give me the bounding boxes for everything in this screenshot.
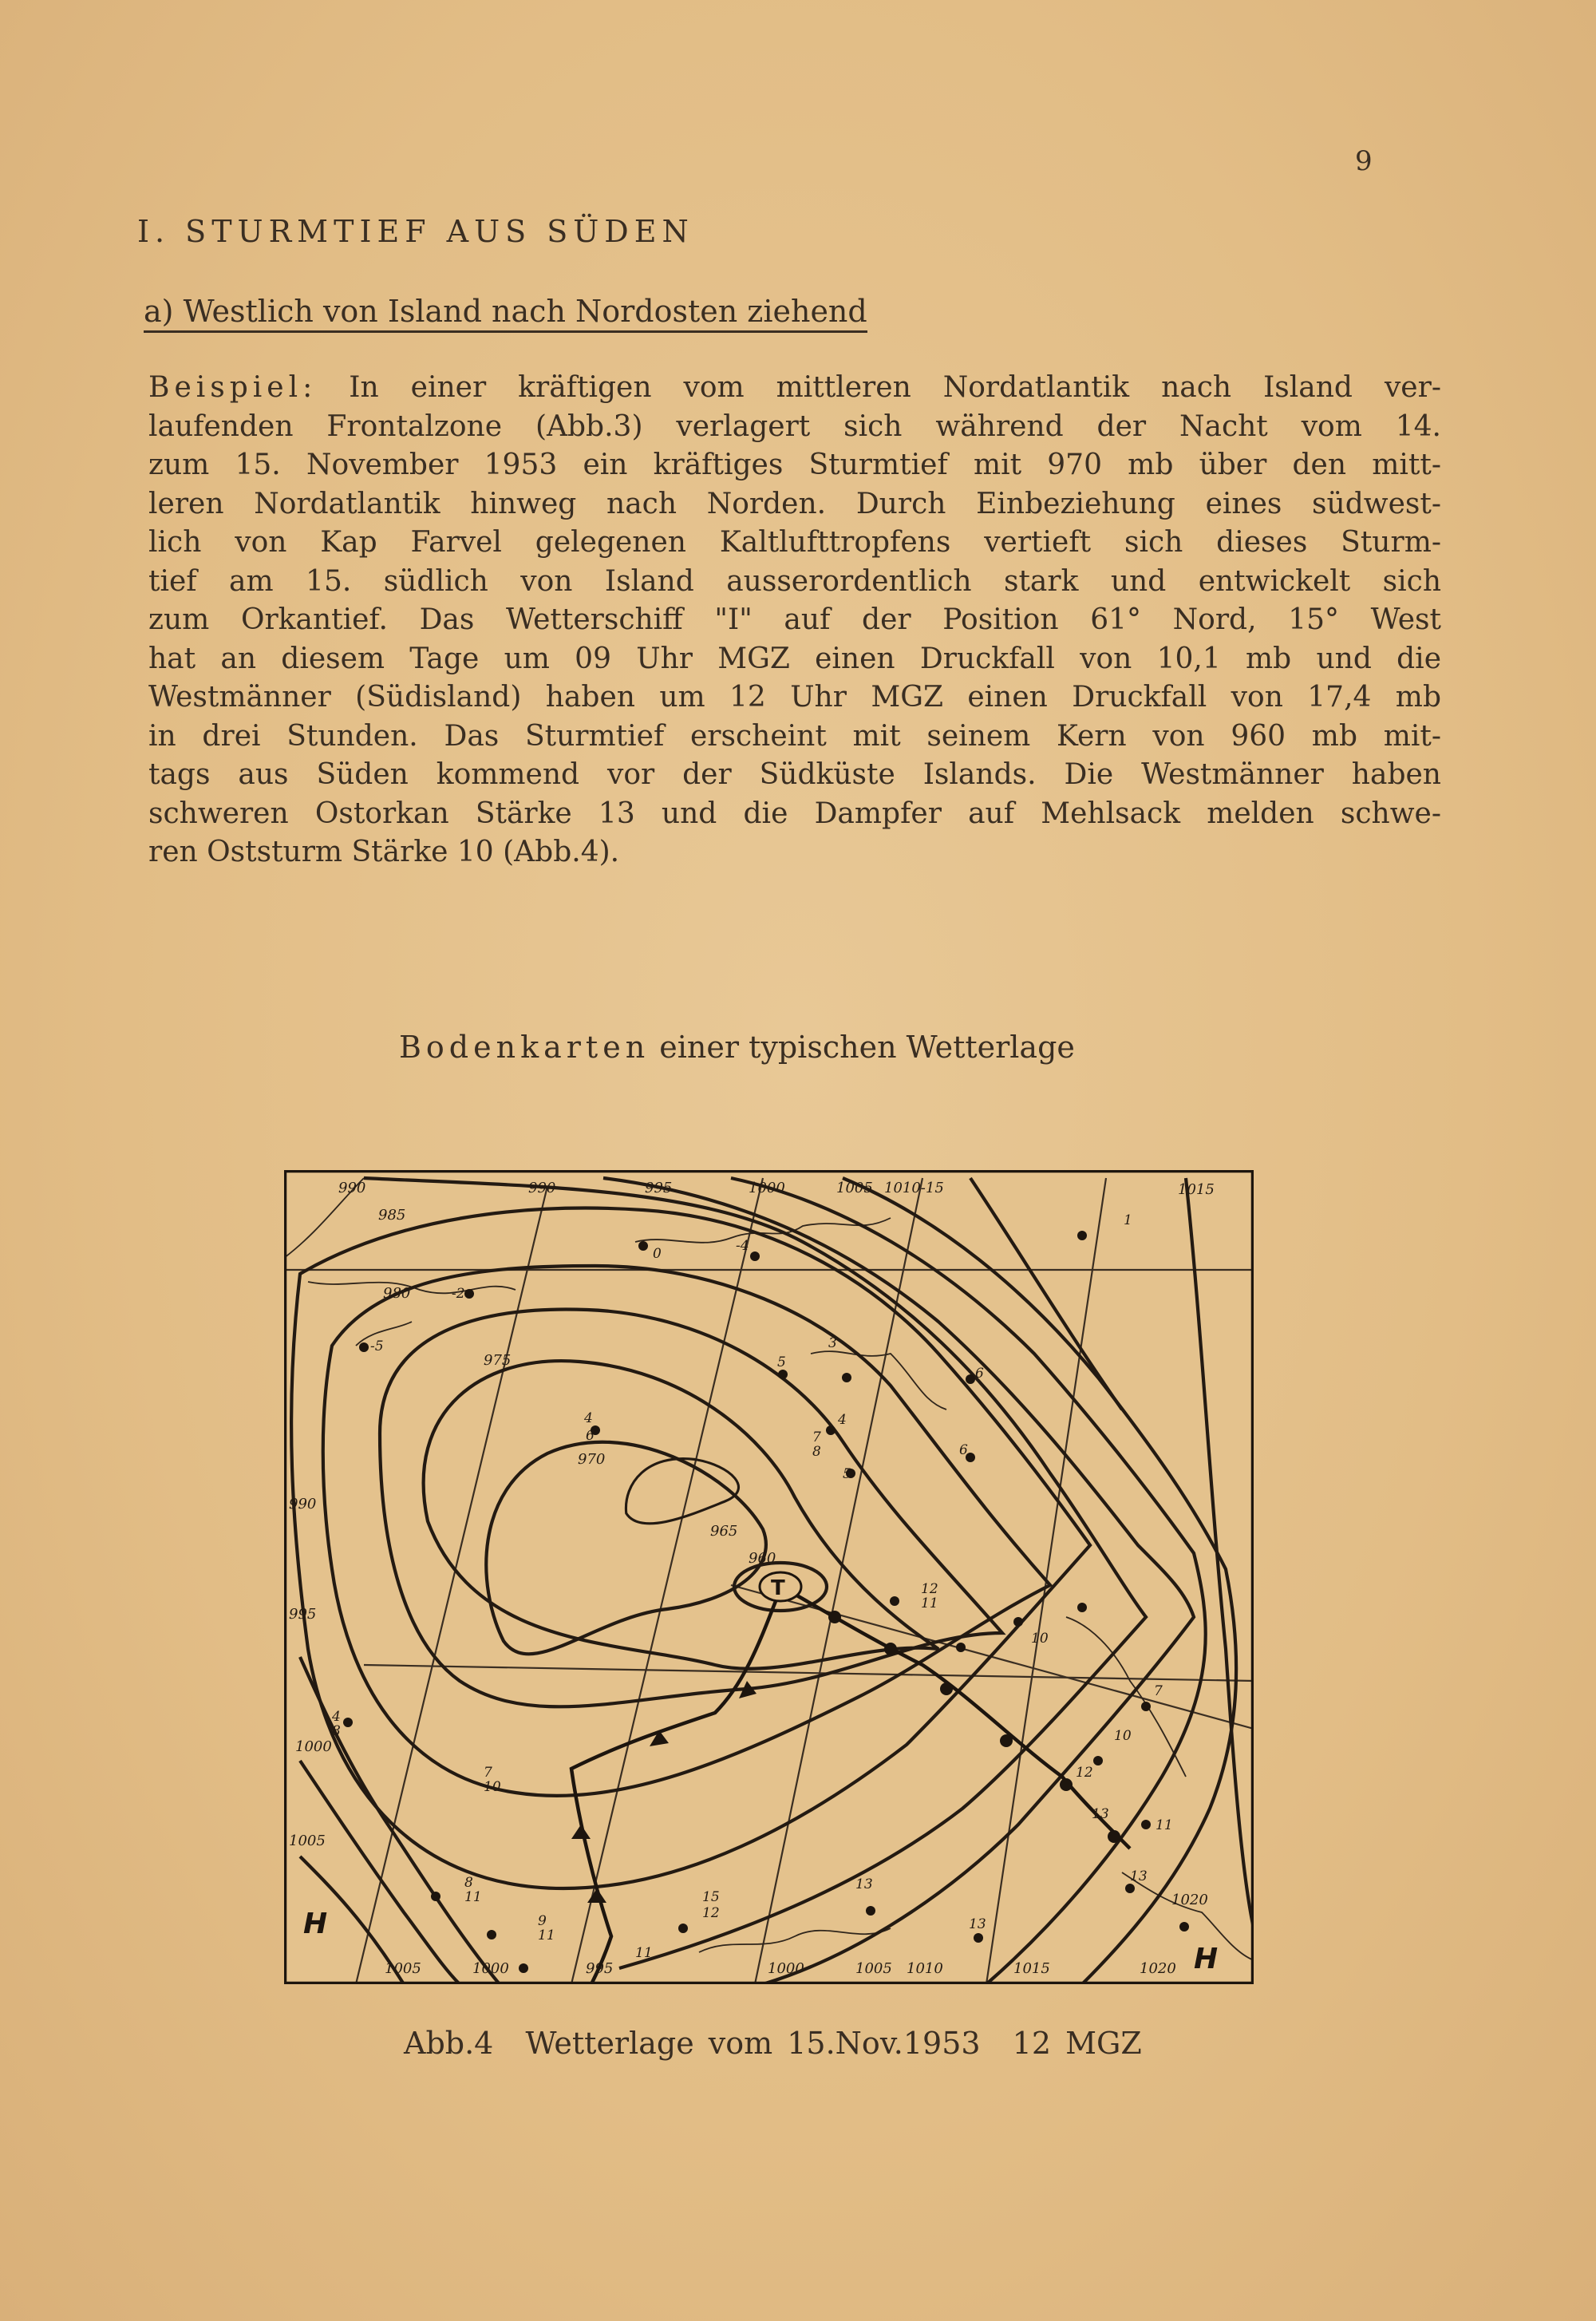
station-value: 15 (702, 1889, 720, 1905)
station-value: 0 (653, 1246, 662, 1262)
isobar-label: 1000 (295, 1738, 332, 1755)
station-value: 6 (959, 1442, 968, 1458)
station-value: 10 (1114, 1728, 1132, 1744)
station-value: 8 (332, 1723, 341, 1739)
body-line: Westmänner (Südisland) haben um 12 Uhr MGZ einen Druckfall von 17,4 mb (148, 681, 1441, 714)
isobar-label: 1000 (749, 1180, 785, 1196)
figure-heading-spaced: Bodenkarten (399, 1030, 650, 1065)
station-value: 10 (484, 1779, 501, 1795)
isobar-label: 960 (749, 1550, 776, 1567)
caption-text: Wetterlage vom 15.Nov.1953 (525, 2026, 981, 2061)
body-line: schweren Ostorkan Stärke 13 und die Dampfer auf Mehlsack melden schwe- (148, 797, 1441, 830)
section-title-text: Westlich von Island nach Nordosten ziehend (183, 294, 867, 329)
station-value: 4 (838, 1412, 847, 1428)
body-line: ren Oststurm Stärke 10 (Abb.4). (148, 836, 620, 868)
station-value: 11 (635, 1945, 653, 1961)
body-line: Beispiel: In einer kräftigen vom mittleren Nordatlantik nach Island ver- (148, 371, 1441, 404)
high-symbol-west: H (303, 1908, 328, 1940)
station-value: 8 (812, 1444, 821, 1460)
isobar-label: 1005 (855, 1960, 892, 1977)
isobar-label: 985 (378, 1207, 406, 1224)
isobar-label: 1005 (289, 1833, 326, 1849)
body-paragraph (148, 369, 1441, 872)
isobar-label: 1015 (1178, 1181, 1215, 1198)
station-value: 1 (1124, 1212, 1132, 1228)
station-value: -4 (736, 1238, 749, 1254)
isobar-label: 995 (289, 1606, 317, 1623)
isobar-label: 1015 (1013, 1960, 1050, 1977)
body-line: zum Orkantief. Das Wetterschiff "I" auf der Position 61° Nord, 15° West (148, 603, 1441, 636)
figure-caption (404, 2026, 1159, 2061)
isobar-label: 990 (528, 1180, 556, 1196)
body-line: leren Nordatlantik hinweg nach Norden. Durch Einbeziehung eines südwest- (148, 487, 1441, 520)
isobar-label: 1005 (385, 1960, 421, 1977)
high-symbol-east: H (1194, 1943, 1219, 1975)
body-line: lich von Kap Farvel gelegenen Kaltlufttropfens vertieft sich dieses Sturm- (148, 526, 1441, 559)
isobar-label: 1010 (907, 1960, 943, 1977)
isobar-label: 980 (383, 1285, 411, 1302)
station-value: 3 (828, 1335, 837, 1351)
station-value: 4 (584, 1410, 593, 1426)
isobar-label: 1010-15 (884, 1180, 944, 1196)
station-value: -2 (452, 1286, 465, 1302)
isobar-label: 1000 (768, 1960, 804, 1977)
station-value: 6 (975, 1366, 984, 1382)
body-line: tags aus Süden kommend vor der Südküste Islands. Die Westmänner haben (148, 758, 1441, 791)
station-value: 4 (332, 1709, 341, 1725)
body-line: in drei Stunden. Das Sturmtief erscheint mit seinem Kern von 960 mb mit- (148, 719, 1441, 753)
isobar-label: 995 (586, 1960, 614, 1977)
caption-label: Abb.4 (404, 2026, 494, 2061)
section-prefix: a) (144, 294, 174, 329)
figure-heading (399, 1030, 1075, 1065)
isobar-label: 1000 (472, 1960, 509, 1977)
station-value: 12 (702, 1905, 720, 1921)
body-line: hat an diesem Tage um 09 Uhr MGZ einen Druckfall von 10,1 mb und die (148, 642, 1441, 675)
isobar-label: 975 (484, 1352, 512, 1369)
station-value: 8 (464, 1875, 473, 1891)
station-value: 7 (1154, 1683, 1163, 1699)
station-value: 11 (1156, 1817, 1173, 1833)
page-number: 9 (1355, 145, 1373, 177)
station-value: 11 (538, 1928, 555, 1943)
station-value: 11 (464, 1889, 482, 1905)
station-value: 7 (812, 1429, 821, 1445)
low-pressure-center (760, 1572, 801, 1601)
example-lead: Beispiel: (148, 371, 318, 404)
low-symbol: T (771, 1576, 785, 1600)
isobar-label: 970 (578, 1451, 606, 1468)
station-value: 12 (1076, 1765, 1093, 1781)
figure-heading-rest: einer typischen Wetterlage (659, 1030, 1075, 1065)
station-value: 12 (921, 1581, 938, 1597)
body-line: laufenden Frontalzone (Abb.3) verlagert sich während der Nacht vom 14. (148, 409, 1441, 443)
isobar-label: 1005 (836, 1180, 873, 1196)
body-line: zum 15. November 1953 ein kräftiges Sturmtief mit 970 mb über den mitt- (148, 449, 1441, 481)
isobar-label: 965 (710, 1523, 738, 1540)
station-value: 6 (586, 1428, 595, 1444)
station-value: 5 (777, 1354, 786, 1370)
station-value: 11 (921, 1595, 938, 1611)
station-value: 13 (1092, 1806, 1109, 1822)
station-value: -5 (370, 1338, 384, 1354)
isobar-label: 990 (338, 1180, 366, 1196)
station-value: 13 (1130, 1868, 1148, 1884)
isobar-label: 990 (289, 1496, 317, 1512)
station-value: 7 (484, 1765, 492, 1781)
station-value: 5 (843, 1466, 851, 1482)
chapter-title: I. STURMTIEF AUS SÜDEN (137, 214, 694, 249)
station-value: 13 (855, 1876, 873, 1892)
section-title (144, 294, 867, 333)
isobar-label: 1020 (1171, 1892, 1208, 1908)
caption-time: 12 MGZ (1012, 2026, 1142, 2061)
station-value: 9 (538, 1913, 547, 1929)
isobar-label: 995 (645, 1180, 673, 1196)
isobar-label: 1020 (1140, 1960, 1176, 1977)
station-value: 13 (969, 1916, 986, 1932)
weather-map (284, 1170, 1254, 1984)
station-value: 10 (1031, 1631, 1049, 1647)
body-line: tief am 15. südlich von Island ausserordentlich stark und entwickelt sich (148, 564, 1441, 598)
